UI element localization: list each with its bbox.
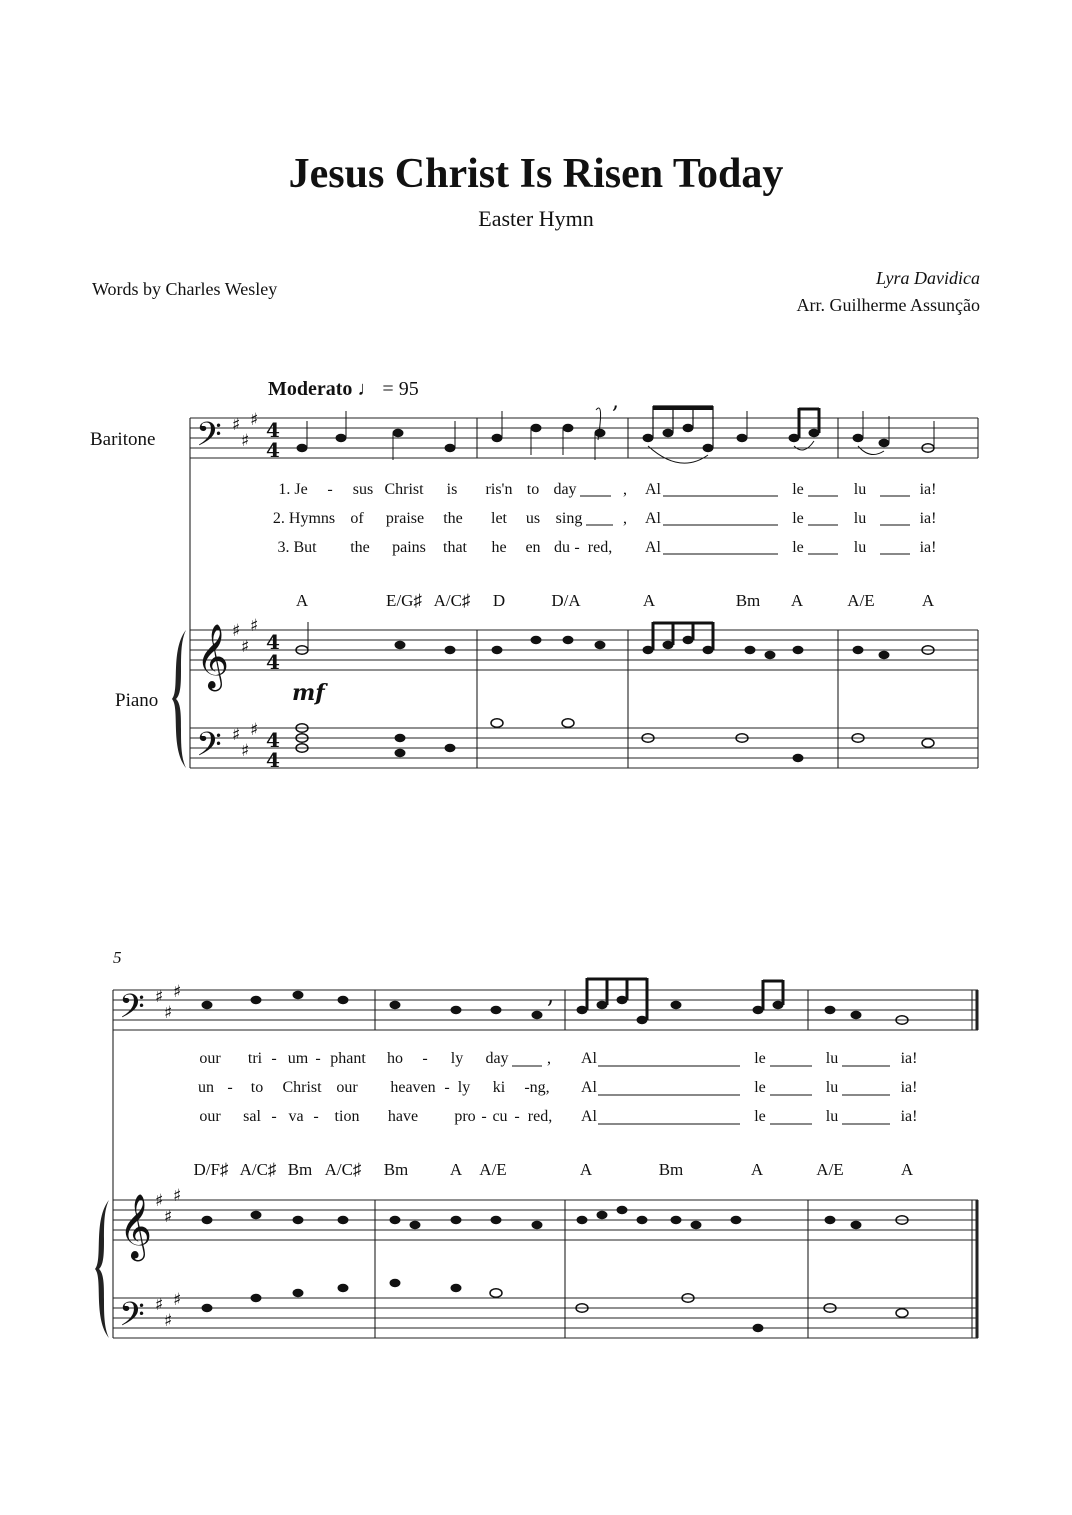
lyric-syllable: ia!: [900, 1079, 918, 1096]
lyric-syllable: lu: [825, 1079, 839, 1096]
bass-clef-icon: 𝄢: [119, 1296, 145, 1342]
lyric-syllable: Al: [645, 539, 661, 556]
svg-text:4: 4: [266, 438, 280, 462]
svg-text:♯: ♯: [232, 621, 241, 641]
lyric-syllable: va: [288, 1108, 304, 1125]
chord-symbol: A: [921, 591, 935, 610]
svg-text:♯: ♯: [155, 987, 164, 1007]
chord-symbol: A: [750, 1160, 764, 1179]
svg-text:♯: ♯: [232, 415, 241, 435]
svg-text:♯: ♯: [250, 616, 259, 636]
svg-text:♯: ♯: [164, 1003, 173, 1023]
chord-symbol: Bm: [383, 1160, 409, 1179]
svg-text:♯: ♯: [173, 1290, 182, 1310]
lyric-syllable: um: [287, 1050, 309, 1067]
lyric-syllable: le: [754, 1108, 766, 1125]
lyric-syllable: of: [350, 510, 364, 527]
lyric-syllable: phant: [330, 1050, 366, 1067]
svg-text:♯: ♯: [250, 410, 259, 430]
chord-symbol: A/C♯: [324, 1160, 362, 1179]
lyric-syllable: to: [250, 1079, 264, 1096]
svg-text:♯: ♯: [155, 1295, 164, 1315]
lyric-syllable: ho: [387, 1050, 403, 1067]
tempo-bpm: = 95: [382, 378, 419, 400]
tempo-text: Moderato: [268, 378, 353, 400]
lyric-hyphen: -: [327, 481, 333, 498]
lyric-syllable: le: [792, 510, 804, 527]
score-subtitle: Easter Hymn: [478, 206, 594, 231]
lyric-hyphen: -: [227, 1079, 233, 1096]
breath-mark-icon: ,: [612, 389, 619, 414]
chord-symbol: Bm: [735, 591, 761, 610]
bass-clef-icon: 𝄢: [196, 726, 222, 772]
chord-symbol: A: [900, 1160, 914, 1179]
arranger-credit: Arr. Guilherme Assunção: [796, 295, 980, 315]
lyric-syllable: day: [485, 1050, 509, 1067]
chord-symbol: A/C♯: [433, 591, 471, 610]
svg-text:♯: ♯: [155, 1191, 164, 1211]
lyric-syllable: praise: [385, 510, 425, 527]
lyric-syllable: le: [792, 539, 804, 556]
lyric-hyphen: -: [514, 1108, 520, 1125]
lyric-syllable: that: [443, 539, 467, 556]
lyric-punctuation: ,: [547, 1050, 551, 1067]
chord-symbol: A: [642, 591, 656, 610]
dynamic-mark: mf: [292, 680, 325, 706]
lyric-syllable: he: [491, 539, 507, 556]
lyric-syllable: have: [387, 1108, 419, 1125]
chord-symbol: A/E: [847, 591, 875, 610]
tune-credit: Lyra Davidica: [876, 268, 980, 288]
chord-symbol: A: [295, 591, 309, 610]
lyric-syllable: -ng,: [524, 1079, 550, 1096]
lyric-syllable: ris'n: [485, 481, 513, 498]
svg-text:4: 4: [266, 650, 280, 674]
lyric-syllable: ia!: [919, 539, 937, 556]
chord-symbol: A: [790, 591, 804, 610]
lyric-syllable: cu: [492, 1108, 508, 1125]
lyricist-credit: Words by Charles Wesley: [92, 279, 278, 299]
lyric-syllable: tion: [334, 1108, 360, 1125]
lyric-syllable: Christ: [282, 1079, 322, 1096]
lyric-syllable: pro: [454, 1108, 476, 1125]
lyric-syllable: sing: [555, 510, 583, 527]
svg-text:4: 4: [266, 728, 280, 752]
lyric-syllable: us: [525, 510, 541, 527]
lyric-syllable: sus: [352, 481, 374, 498]
lyric-syllable: is: [446, 481, 458, 498]
quarter-note-icon: ♩: [357, 378, 378, 400]
lyric-syllable: lu: [853, 481, 867, 498]
lyric-syllable: to: [526, 481, 540, 498]
svg-text:4: 4: [266, 630, 280, 654]
breath-mark-icon: ,: [547, 984, 554, 1009]
svg-text:♯: ♯: [164, 1207, 173, 1227]
svg-text:♯: ♯: [250, 720, 259, 740]
lyric-syllable: Al: [581, 1108, 597, 1125]
bass-clef-icon: 𝄢: [119, 988, 145, 1034]
lyric-syllable: red,: [527, 1108, 553, 1125]
lyric-hyphen: -: [481, 1108, 487, 1125]
svg-text:♯: ♯: [164, 1311, 173, 1331]
lyric-syllable: the: [350, 539, 370, 556]
lyric-syllable: our: [199, 1108, 221, 1125]
svg-text:4: 4: [266, 418, 280, 442]
svg-text:♯: ♯: [232, 725, 241, 745]
chord-symbol: A: [579, 1160, 593, 1179]
lyric-syllable: our: [336, 1079, 358, 1096]
lyric-syllable: lu: [825, 1050, 839, 1067]
baritone-label: Baritone: [90, 429, 156, 450]
lyric-syllable: Al: [645, 481, 661, 498]
lyric-syllable: lu: [853, 510, 867, 527]
chord-symbol: A/E: [816, 1160, 844, 1179]
bass-clef-icon: 𝄢: [196, 416, 222, 462]
lyric-syllable: le: [754, 1079, 766, 1096]
lyric-syllable: 3. But: [277, 539, 317, 556]
chord-symbol: D/F♯: [193, 1160, 229, 1179]
lyric-syllable: ki: [492, 1079, 506, 1096]
lyric-syllable: ia!: [919, 481, 937, 498]
lyric-syllable: lu: [853, 539, 867, 556]
chord-symbol: D/A: [551, 591, 581, 610]
lyric-syllable: lu: [825, 1108, 839, 1125]
lyric-syllable: the: [443, 510, 463, 527]
chord-symbol: E/G♯: [386, 591, 422, 610]
lyric-syllable: en: [525, 539, 541, 556]
lyric-syllable: red,: [587, 539, 613, 556]
chord-symbol: A: [449, 1160, 463, 1179]
lyric-syllable: ia!: [919, 510, 937, 527]
lyric-hyphen: -: [444, 1079, 450, 1096]
chord-symbol: Bm: [658, 1160, 684, 1179]
lyric-syllable: day: [553, 481, 577, 498]
chord-symbol: A/E: [479, 1160, 507, 1179]
lyric-syllable: du: [554, 539, 570, 556]
lyric-hyphen: -: [271, 1050, 277, 1067]
measure-number: 5: [113, 948, 122, 967]
lyric-syllable: let: [491, 510, 507, 527]
svg-text:♯: ♯: [241, 431, 250, 451]
treble-clef-icon: 𝄞: [119, 1194, 153, 1259]
lyric-syllable: 2. Hymns: [272, 510, 336, 527]
lyric-syllable: pains: [392, 539, 426, 556]
score-title: Jesus Christ Is Risen Today: [288, 151, 784, 197]
lyric-syllable: sal: [243, 1108, 261, 1125]
lyric-syllable: our: [199, 1050, 221, 1067]
lyric-syllable: Al: [581, 1079, 597, 1096]
lyric-syllable: Al: [645, 510, 661, 527]
svg-text:♯: ♯: [241, 741, 250, 761]
lyric-hyphen: -: [315, 1050, 321, 1067]
lyric-syllable: ia!: [900, 1108, 918, 1125]
lyric-syllable: heaven: [390, 1079, 436, 1096]
chord-symbol: Bm: [287, 1160, 313, 1179]
treble-clef-icon: 𝄞: [196, 624, 230, 689]
lyric-syllable: 1. Je: [278, 481, 308, 498]
svg-text:♯: ♯: [173, 982, 182, 1002]
lyric-hyphen: -: [271, 1108, 277, 1125]
svg-text:♯: ♯: [173, 1186, 182, 1206]
lyric-syllable: ly: [457, 1079, 471, 1096]
lyric-punctuation: ,: [623, 481, 627, 498]
lyric-syllable: un: [198, 1079, 214, 1096]
chord-symbol: D: [492, 591, 506, 610]
lyric-syllable: le: [754, 1050, 766, 1067]
chord-symbol: A/C♯: [239, 1160, 277, 1179]
svg-text:4: 4: [266, 748, 280, 772]
lyric-syllable: le: [792, 481, 804, 498]
lyric-hyphen: -: [422, 1050, 428, 1067]
lyric-syllable: ly: [450, 1050, 464, 1067]
lyric-punctuation: ,: [623, 510, 627, 527]
lyric-syllable: tri: [247, 1050, 263, 1067]
lyric-syllable: Christ: [384, 481, 424, 498]
lyric-hyphen: -: [574, 539, 580, 556]
piano-label: Piano: [115, 690, 159, 711]
svg-text:♯: ♯: [241, 637, 250, 657]
lyric-syllable: ia!: [900, 1050, 918, 1067]
lyric-hyphen: -: [313, 1108, 319, 1125]
lyric-syllable: Al: [581, 1050, 597, 1067]
